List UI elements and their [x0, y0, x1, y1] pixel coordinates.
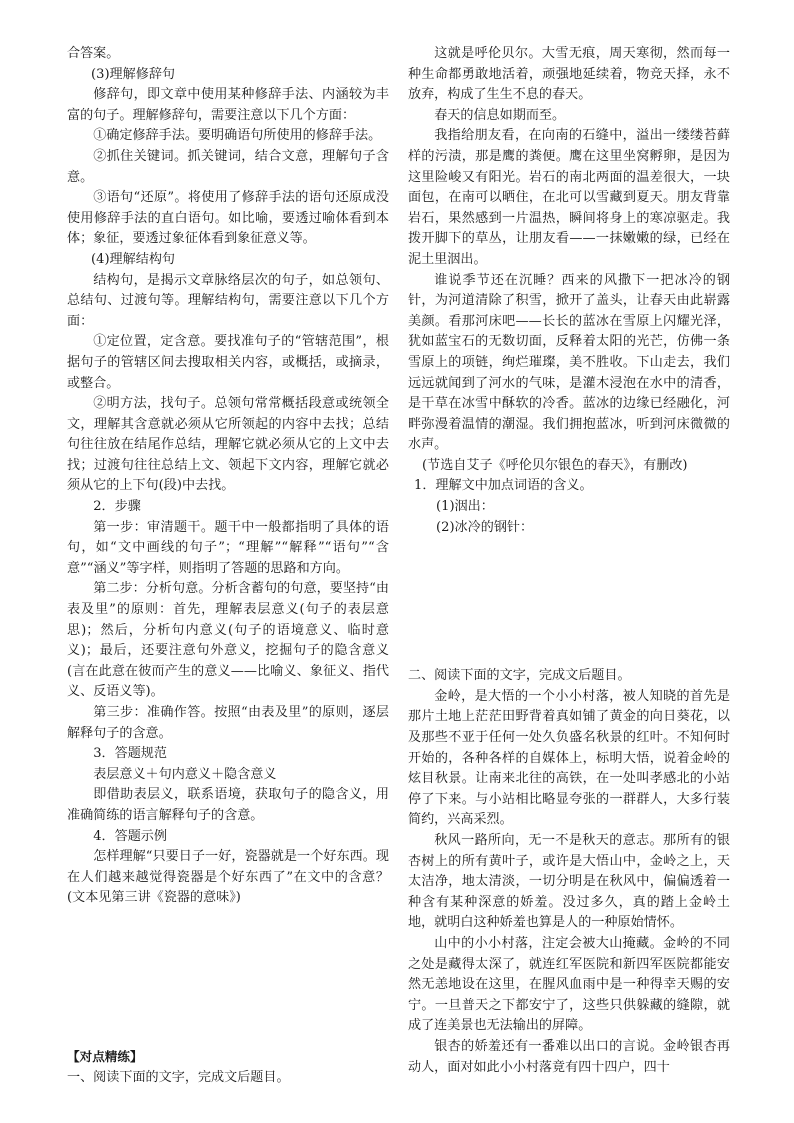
step-paragraph: 第三步：准确作答。按照“由表及里”的原则，逐层解释句子的含意。: [67, 705, 389, 741]
list-item: ①确定修辞手法。要明确语句所使用的修辞手法。: [93, 128, 382, 144]
passage-paragraph: 秋风一路所向，无一不是秋天的意志。那所有的银杏树上的所有黄叶子，或许是大悟山中，金岭之上，天太洁净，地太清淡，一切分明是在秋风中，偏偏透着一种含有某种深意的娇羞。没过多久，真的踏上金岭土地，就明白这种娇羞也算是人的一种原始情怀。: [408, 833, 730, 931]
passage-paragraph: 春天的信息如期而至。: [434, 107, 566, 123]
source-note: (节选自艾子《呼伦贝尔银色的春天》，有删改): [422, 457, 688, 473]
section-heading: 3．答题规范: [93, 746, 167, 762]
list-item: ①定位置，定含意。要找准句子的“管辖范围”，根据句子的管辖区间去搜取相关内容，或概括，或摘录，或整合。: [67, 334, 389, 391]
passage-paragraph: 我指给朋友看，在向南的石缝中，溢出一缕缕苔藓样的污渍，那是鹰的粪便。鹰在这里坐窝孵卵，是因为这里险峻又有阳光。岩石的南北两面的温差很大，一块面包，在南可以晒住，在北可以雪藏到夏天。朋友背靠岩石，果然感到一片温热，瞬间将身上的寒凉驱走。我拨开脚下的草丛，让朋友看——一抹嫩嫩的绿，已经在泥土里洇出。: [408, 128, 730, 267]
formula-line: 表层意义＋句内意义＋隐含意义: [93, 766, 277, 782]
sub-question: (1)洇出：: [436, 499, 494, 515]
paragraph: 合答案。: [67, 46, 120, 61]
step-paragraph: 第一步：审清题干。题干中一般都指明了具体的语句，如“文中画线的句子”；“理解”“解释”“语句”“含意”“涵义”等字样，则指明了答题的思路和方向。: [67, 519, 389, 576]
list-item: ②抓住关键词。抓关键词，结合文意，理解句子含意。: [67, 148, 389, 185]
step-paragraph: 第二步：分析句意。分析含蓄句的句意，要坚持“由表及里”的原则：首先，理解表层意义(句子的表层意思)；然后，分析句内意义(句子的语境意义、临时意义)；最后，还要注意句外意义，挖掘句子的隐含意义(言在此意在彼而产生的意义——比喻义、象征义、指代义、反语义等)。: [67, 581, 389, 700]
sub-question: (2)冰冷的钢针：: [436, 519, 534, 535]
passage-paragraph: 银杏的娇羞还有一番难以出口的言说。金岭银杏再动人，面对如此小小村落竟有四十四户，四十: [408, 1038, 730, 1075]
section-heading: (4)理解结构句: [91, 251, 176, 267]
exercise-instruction: 二、阅读下面的文字，完成文后题目。: [408, 668, 631, 684]
paragraph: 结构句，是揭示文章脉络层次的句子，如总领句、总结句、过渡句等。理解结构句，需要注意以下几个方面：: [67, 272, 389, 329]
list-item: ②明方法，找句子。总领句常常概括段意或统领全文，理解其含意就必须从它所领起的内容中去找；总结句往往放在结尾作总结，理解它就必须从它的上文中去找；过渡句往往总结上文、领起下文内容，理解它就必须从它的上下句(段)中去找。: [67, 396, 389, 494]
exercise-instruction: 一、阅读下面的文字，完成文后题目。: [67, 1069, 290, 1085]
passage-paragraph: 山中的小小村落，注定会被大山掩藏。金岭的不同之处是藏得太深了，就连红军医院和新四军医院都能安然无恙地设在这里，在腥风血雨中是一种得幸天赐的安宁。一旦普天之下都安宁了，这些只供躲藏的缝隙，就成了连美景也无法输出的屏障。: [408, 935, 730, 1034]
section-heading: 4．答题示例: [93, 828, 167, 844]
section-heading: 2．步骤: [93, 499, 141, 515]
left-column: [67, 44, 389, 1088]
passage-paragraph: 这就是呼伦贝尔。大雪无痕，周天寒彻，然而每一种生命都勇敢地活着，顽强地延续着，物竞天择，永不放弃，构成了生生不息的春天。: [408, 46, 730, 103]
passage-paragraph: 金岭，是大悟的一个小小村落，被人知晓的首先是那片土地上茫茫田野背着真如铺了黄金的向日葵花，以及那些不亚于任何一处久负盛名秋景的红叶。不知何时开始的，各种各样的自媒体上，标明大悟，说着金岭的炫目秋景。让南来北往的高铁，在一处叫孝感北的小站停了下来。与小站相比略显夸张的一群群人，大多行装简约，兴高采烈。: [408, 688, 730, 828]
example-question: 怎样理解“只要日子一好，瓷器就是一个好东西。现在人们越来越觉得瓷器是个好东西了”在文中的含意？(文本见第三讲《瓷器的意味》): [67, 849, 389, 906]
section-heading: (3)理解修辞句: [91, 66, 176, 82]
list-item: ③语句“还原”。将使用了修辞手法的语句还原成没使用修辞手法的直白语句。如比喻，要透过喻体看到本体；象征，要透过象征体看到象征意义等。: [67, 190, 389, 247]
right-column: [408, 44, 730, 1078]
answer-space: [408, 538, 730, 666]
paragraph: 即借助表层义，联系语境，获取句子的隐含义，用准确简练的语言解释句子的含意。: [67, 787, 389, 823]
question: 1．理解文中加点词语的含义。: [414, 478, 593, 494]
paragraph: 修辞句，即文章中使用某种修辞手法、内涵较为丰富的句子。理解修辞句，需要注意以下几个方面：: [67, 87, 389, 123]
passage-paragraph: 谁说季节还在沉睡？西来的风撒下一把冰冷的钢针，为河道清除了积雪，掀开了盖头，让春天由此崭露美颜。看那河床吧——长长的蓝冰在雪原上闪耀光泽，犹如蓝宝石的无数切面，反释着太阳的光芒，仿佛一条雪原上的项链，绚烂璀璨，美不胜收。下山走去，我们远远就闻到了河水的气味，是灌木浸泡在水中的清香，是干草在冰雪中酥软的冷香。蓝冰的边缘已经融化，河畔弥漫着温情的潮湿。我们拥抱蓝冰，听到河床微微的水声。: [408, 272, 730, 453]
answer-space: [67, 909, 389, 1047]
practice-heading: 【对点精练】: [67, 1048, 143, 1064]
